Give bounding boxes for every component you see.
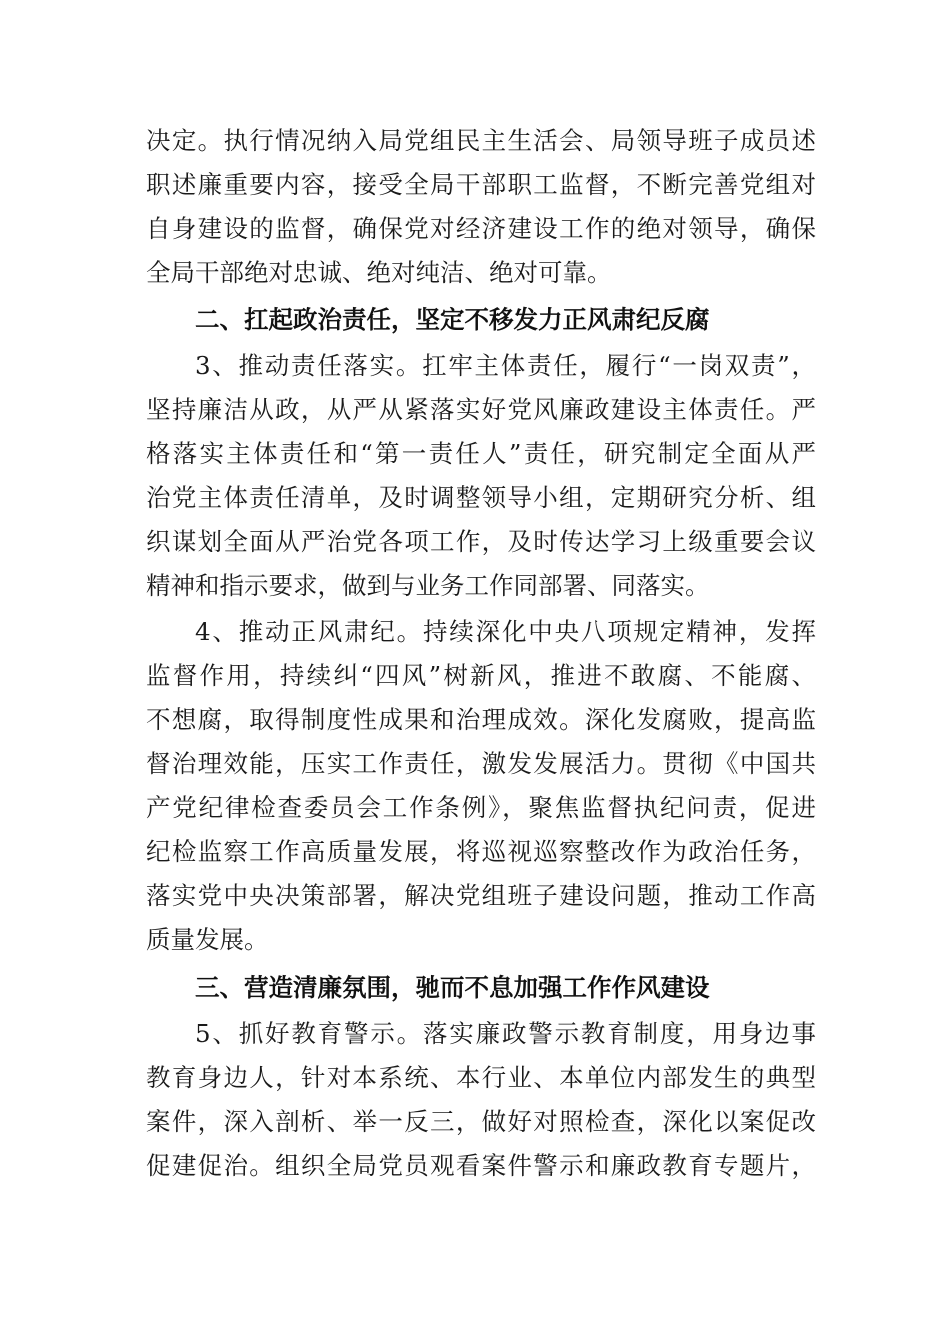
paragraph-line: 职述廉重要内容，接受全局干部职工监督，不断完善党组对 bbox=[146, 170, 816, 199]
paragraph-line: 决定。执行情况纳入局党组民主生活会、局领导班子成员述 bbox=[146, 126, 816, 155]
paragraph-line: 4、推动正风肃纪。持续深化中央八项规定精神，发挥 bbox=[195, 617, 816, 646]
paragraph-line: 促建促治。组织全局党员观看案件警示和廉政教育专题片， bbox=[146, 1151, 816, 1180]
paragraph-line: 自身建设的监督，确保党对经济建设工作的绝对领导，确保 bbox=[146, 214, 816, 243]
paragraph-line: 落实党中央决策部署，解决党组班子建设问题，推动工作高 bbox=[146, 881, 816, 910]
paragraph-line: 监督作用，持续纠“四风”树新风，推进不敢腐、不能腐、 bbox=[146, 661, 816, 690]
paragraph-line: 织谋划全面从严治党各项工作，及时传达学习上级重要会议 bbox=[146, 527, 816, 556]
paragraph-line: 精神和指示要求，做到与业务工作同部署、同落实。 bbox=[146, 571, 710, 600]
paragraph-line: 坚持廉洁从政，从严从紧落实好党风廉政建设主体责任。严 bbox=[146, 395, 816, 424]
paragraph-line: 督治理效能，压实工作责任，激发发展活力。贯彻《中国共 bbox=[146, 749, 816, 778]
paragraph-line: 不想腐，取得制度性成果和治理成效。深化发腐败，提高监 bbox=[146, 705, 816, 734]
paragraph-line: 全局干部绝对忠诚、绝对纯洁、绝对可靠。 bbox=[146, 258, 612, 287]
paragraph-line: 产党纪律检查委员会工作条例》，聚焦监督执纪问责，促进 bbox=[146, 793, 816, 822]
section-heading: 二、扛起政治责任，坚定不移发力正风肃纪反腐 bbox=[195, 305, 710, 334]
paragraph-line: 治党主体责任清单，及时调整领导小组，定期研究分析、组 bbox=[146, 483, 816, 512]
paragraph-line: 案件，深入剖析、举一反三，做好对照检查，深化以案促改 bbox=[146, 1107, 816, 1136]
paragraph-line: 格落实主体责任和“第一责任人”责任，研究制定全面从严 bbox=[146, 439, 816, 468]
paragraph-line: 纪检监察工作高质量发展，将巡视巡察整改作为政治任务， bbox=[146, 837, 816, 866]
section-heading: 三、营造清廉氛围，驰而不息加强工作作风建设 bbox=[195, 973, 710, 1002]
paragraph-line: 5、抓好教育警示。落实廉政警示教育制度，用身边事 bbox=[195, 1019, 816, 1048]
paragraph-line: 教育身边人，针对本系统、本行业、本单位内部发生的典型 bbox=[146, 1063, 816, 1092]
paragraph-line: 3、推动责任落实。扛牢主体责任，履行“一岗双责”， bbox=[195, 351, 816, 380]
paragraph-line: 质量发展。 bbox=[146, 925, 269, 954]
